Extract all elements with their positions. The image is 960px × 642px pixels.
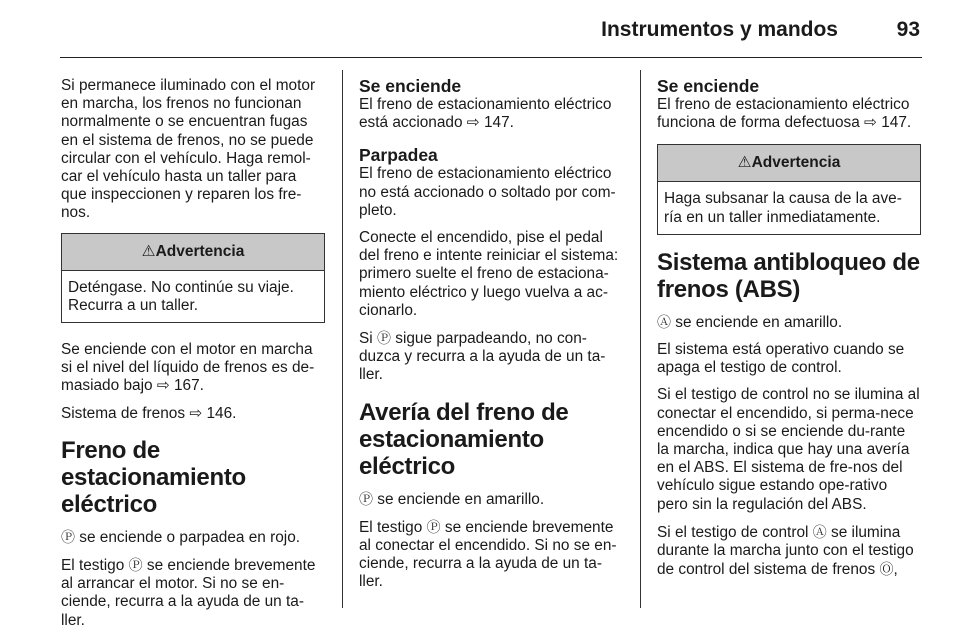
warning-header [658, 145, 920, 182]
paragraph: El freno de estacionamiento eléctrico está accionado ⇨ 147. [359, 96, 612, 132]
parking-brake-icon: Ⓟ [376, 330, 391, 347]
paragraph: Si el testigo de control Ⓐ se ilumina durante la marcha junto con el testigo de control del sistema de frenos Ⓞ, [657, 523, 914, 579]
paragraph: Se enciende con el motor en marcha si el nivel del líquido de frenos es de-masiado bajo ⇨ 167. [61, 341, 315, 395]
warning-title: Advertencia [751, 154, 841, 172]
header-rule [60, 57, 922, 58]
abs-icon: Ⓐ [812, 523, 827, 540]
paragraph: Si Ⓟ sigue parpadeando, no con-duzca y recurra a la ayuda de un ta-ller. [359, 330, 606, 384]
section-heading: Sistema antibloqueo de frenos (ABS) [657, 248, 920, 303]
subheading: Parpadea [359, 145, 438, 166]
parking-brake-fault-icon: Ⓟ [426, 518, 441, 535]
column-divider [342, 70, 343, 608]
parking-brake-fault-icon: Ⓟ [359, 490, 373, 507]
abs-icon: Ⓐ [657, 313, 671, 330]
section-heading: Freno de estacionamiento eléctrico [61, 436, 246, 518]
paragraph: El testigo Ⓟ se enciende brevemente al arrancar el motor. Si no se en-ciende, recurra a la ayuda de un ta-ller. [61, 557, 316, 629]
warning-title: Advertencia [155, 242, 245, 260]
brake-system-icon: Ⓞ [879, 561, 894, 578]
parking-brake-icon: Ⓟ [61, 528, 75, 545]
warning-triangle-icon: ⚠ [141, 242, 156, 260]
column-divider [640, 70, 641, 608]
paragraph: Si el testigo de control no se ilumina al conectar el encendido, si perma-nece encendido o si se enciende du-rante la marcha, indica que hay una avería en el ABS. El sistema de fre-nos del vehículo sigue estando ope-rativo pero sin la regulación del ABS. [657, 386, 920, 513]
paragraph: Si permanece iluminado con el motor en marcha, los frenos no funcionan normalmente o se encuentran fugas en el sistema de frenos, no se puede circular con el vehículo. Haga remol-car el vehículo hasta un taller para que inspeccionen y reparen los fre-nos. [61, 77, 316, 222]
subheading: Se enciende [657, 76, 760, 96]
warning-text: Haga subsanar la causa de la ave-ría en un taller inmediatamente. [664, 190, 902, 226]
warning-text: Deténgase. No continúe su viaje. Recurra a un taller. [68, 278, 294, 314]
page-number: 93 [896, 18, 920, 41]
subheading: Se enciende [359, 76, 462, 96]
paragraph: Sistema de frenos ⇨ 146. [61, 404, 237, 422]
paragraph: El testigo Ⓟ se enciende brevemente al conectar el encendido. Si no se en-ciende, recurra a la ayuda de un ta-ller. [359, 518, 617, 591]
column-1 [61, 77, 325, 639]
paragraph: Ⓟ se enciende o parpadea en rojo. [61, 528, 301, 546]
paragraph: El sistema está operativo cuando se apaga el testigo de control. [657, 341, 905, 377]
paragraph: Ⓐ se enciende en amarillo. [657, 313, 843, 331]
paragraph: El freno de estacionamiento eléctrico no está accionado o soltado por com-pleto. [359, 165, 616, 219]
section-heading: Avería del freno de estacionamiento eléctrico [359, 398, 569, 480]
column-2 [359, 77, 624, 601]
warning-header [62, 234, 324, 271]
paragraph: El freno de estacionamiento eléctrico funciona de forma defectuosa ⇨ 147. [657, 96, 912, 132]
warning-box [61, 233, 325, 323]
header-title: Instrumentos y mandos [601, 18, 838, 41]
paragraph: Conecte el encendido, pise el pedal del freno e intente reiniciar el sistema: primero suelte el freno de estaciona-miento eléctrico y luego vuelva a ac-cionarlo. [359, 229, 619, 319]
paragraph: Ⓟ se enciende en amarillo. [359, 490, 545, 508]
warning-triangle-icon: ⚠ [737, 154, 752, 172]
column-3 [657, 77, 921, 588]
parking-brake-icon: Ⓟ [128, 557, 143, 574]
warning-box [657, 144, 921, 234]
